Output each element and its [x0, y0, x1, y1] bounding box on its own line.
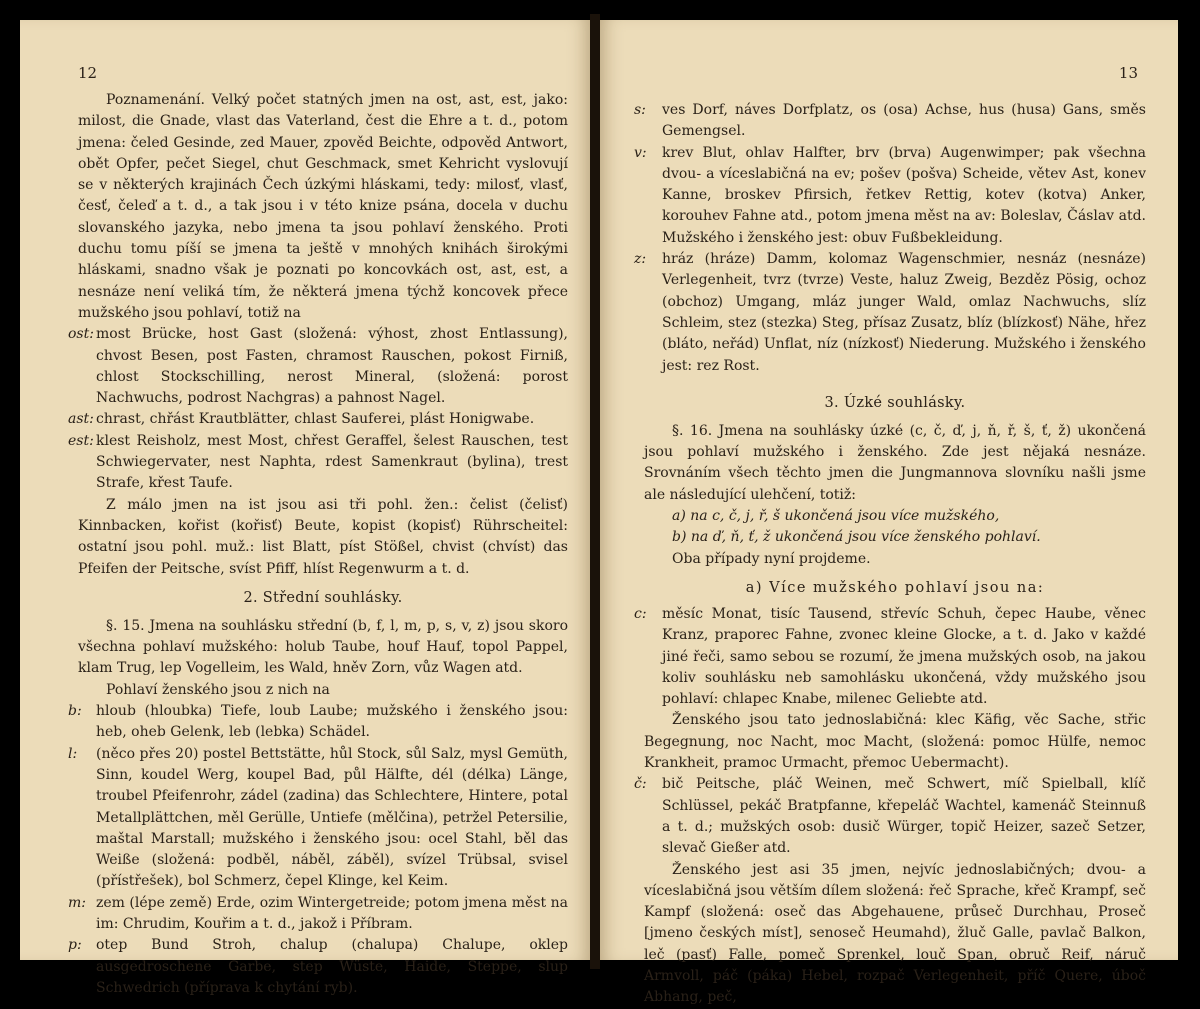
left-page — [20, 20, 590, 996]
entry-p: p: otep Bund Stroh, chalup (chalupa) Chalupe, oklep ausgedroschene Garbe, step Wüste, Haide, Steppe, slup Schwedrich (příprava k chytání ryb). — [68, 937, 568, 996]
page-number-left: 12 — [78, 64, 98, 82]
entry-v: v: krev Blut, ohlav Halfter, brv (brva) Augenwimper; pak všechna dvou- a víceslabičná na ev; pošev (pošva) Scheide, větev Ast, konev Kanne, broskev Pfirsich, řetkev Rettig, kotev (kotva) Anker, korouhev Fahne atd., potom jmena měst na av: Boleslav, Čáslav atd. Mužského i ženského jest: obuv Fußbekleidung. — [634, 144, 1146, 246]
entry-z: z: hráz (hráze) Damm, kolomaz Wagenschmier, nesnáz (nesnáze) Verlegenheit, tvrz (tvrze) Veste, haluz Zweig, Bezděz Pösig, ochoz (obchoz) Umgang, mláz junger Wald, omlaz Nachwuchs, slíz Schleim, stez (stezka) Steg, přísaz Zusatz, blíz (blízkosť) Nähe, hřez (bláto, neřád) Unflat, níz (nízkosť) Niederung. Mužského i ženského jest: rez Rost. — [634, 251, 1146, 374]
paragraph-16: §. 16. Jmena na souhlásky úzké (c, č, ď, j, ň, ř, š, ť, ž) ukončená jsou pohlaví mužského i ženského. Zde jest nějaká nesnáze. Srovnáním všech těchto jmen die Jungmannova slovníku našli jsme ale následující ulehčení, totiž: — [644, 422, 1146, 503]
entry-ost: ost: most Brücke, host Gast (složená: výhost, zhost Entlassung), chvost Besen, post Fasten, chramost Rauschen, pokost Firniß, chlost Stockschilling, nerost Mineral, (složená: porost Nachwuchs, podrost Nachgras) a pahnost Nagel. — [68, 326, 568, 407]
entries-ost-ast-est — [68, 324, 568, 494]
zenskeho-paragraph-2: Ženského jest asi 35 jmen, nejvíc jednoslabičných; dvou- a víceslabičná jsou větším dílem složená: řeč Sprache, křeč Krampf, seč Kampf (složená: oseč das Abgehauene, průseč Durchhau, Proseč [jmeno českých míst], senoseč Heumahd), žluč Galle, pavlač Balkon, leč (pasť) Falle, pomeč Sprenkel, louč Span, obruč Reif, náruč Armvoll, páč (páka) Hebel, rozpač Verlegenheit, příč Quere, úboč Abhang, peč, — [644, 861, 1146, 1006]
entry-c-caron: č: bič Peitsche, pláč Weinen, meč Schwert, míč Spielball, klíč Schlüssel, pekáč Bratpfanne, křepeláč Wachtel, kamenáč Steinnuß a t. d.; mužských osob: dusič Würger, topič Heizer, sazeč Setzer, slevač Gießer atd. — [634, 776, 1146, 857]
oba-pripady-line: Oba případy nyní projdeme. — [672, 550, 871, 567]
section-heading-stredni: 2. Střední souhlásky. — [243, 589, 403, 606]
entry-ast: ast: chrast, chřást Krautblätter, chlast Sauferei, plást Honigwabe. — [68, 411, 535, 428]
book-gutter — [590, 14, 600, 969]
list-item-b: b) na ď, ň, ť, ž ukončená jsou více ženského pohlaví. — [672, 529, 1041, 546]
zenskeho-paragraph-1: Ženského jsou tato jednoslabičná: klec Käfig, věc Sache, střic Begegnung, noc Nacht, moc Macht, (složená: pomoc Hülfe, nemoc Krankheit, pramoc Urmacht, přemoc Uebermacht). — [644, 712, 1146, 772]
entries-stredni — [68, 701, 568, 999]
z-malo-paragraph: Z málo jmen na ist jsou asi tři pohl. žen.: čelist (čelisť) Kinnbacken, kořist (kořisť) Beute, kopist (kopisť) Rührscheitel: ostatní jsou pohl. muž.: list Blatt, píst Stößel, chvist (chvíst) das Pfeifen der Peitsche, svíst Pfiff, hlíst Regenwurm a t. d. — [78, 496, 568, 577]
poznamenani-paragraph: Poznamenání. Velký počet statných jmen na ost, ast, est, jako: milost, die Gnade, vlast das Vaterland, čest die Ehre a t. d., potom jmena: čeled Gesinde, zed Mauer, zpověd Beichte, odpověd Antwort, obět Opfer, pečet Siegel, chut Geschmack, smet Kehricht vyslovují se v některých krajinách Čech úzkými hláskami, tedy: milosť, vlasť, česť, čeleď a t. d., a tak jsou i v této knize psána, docela v duchu slovanského jazyka, nebo jmena ta jsou pohlaví ženského. Proti duchu tomu píší se jmena ta ještě v mnohých knihách širokými hláskami, snadno však je poznati po koncovkách ost, ast, est, a nesnáze není veliká tím, že některá jmena týchž koncovek přece mužského jsou pohlaví, totiž na — [78, 92, 568, 321]
entry-s: s: ves Dorf, náves Dorfplatz, os (osa) Achse, hus (husa) Gans, směs Gemengsel. — [634, 102, 1146, 140]
entries-s-v-z — [634, 100, 1146, 377]
entry-l: l: (něco přes 20) postel Bettstätte, hůl Stock, sůl Salz, mysl Gemüth, Sinn, koudel Werg, koupel Bad, půl Hälfte, dél (délka) Länge, troubel Pfeifenrohr, zádel (zadina) das Schlechtere, Hintere, potal Metallplättchen, měl Gerülle, Untiefe (mělčina), petržel Petersilie, maštal Marstall; mužského i ženského jsou: ocel Stahl, běl das Weiße (složená: podběl, náběl, záběl), svízel Trübsal, svisel (přístřešek), bol Schmerz, čepel Klinge, kel Keim. — [68, 745, 568, 890]
entry-est: est: klest Reisholz, mest Most, chřest Geraffel, šelest Rauschen, test Schwiegervater, nest Naphta, rdest Samenkraut (bylina), trest Strafe, křest Taufe. — [68, 432, 568, 492]
entry-m: m: zem (lépe země) Erde, ozim Wintergetreide; potom jmena měst na im: Chrudim, Kouřim a t. d., jakož i Příbram. — [68, 894, 568, 932]
list-item-a: a) na c, č, j, ř, š ukončená jsou více mužského, — [672, 508, 1000, 525]
section-heading-uzke: 3. Úzké souhlásky. — [824, 394, 966, 411]
entry-c: c: měsíc Monat, tisíc Tausend, střevíc Schuh, čepec Haube, věnec Kranz, praporec Fahne, zvonec kleine Glocke, a t. d. Jako v každé jiné řeči, samo sebou se rozumí, že jmena mužských osob, na jakou koliv souhlásku neb samohlásku ukončená, vždy mužského jsou pohlaví: chlapec Knabe, milenec Geliebte atd. — [634, 605, 1146, 708]
page-number-right: 13 — [1118, 64, 1138, 82]
pohlavi-zenskeho-line: Pohlaví ženského jsou z nich na — [106, 681, 330, 698]
subheading-vice-muzskeho: a) Více mužského pohlaví jsou na: — [745, 579, 1045, 596]
entry-b: b: hloub (hloubka) Tiefe, loub Laube; mužského i ženského jsou: heb, oheb Gelenk, leb (lebka) Schädel. — [68, 703, 568, 741]
right-page — [600, 20, 1178, 1006]
paragraph-15: §. 15. Jmena na souhlásku střední (b, f, l, m, p, s, v, z) jsou skoro všechna pohlaví mužského: holub Taube, houf Hauf, topol Pappel, klam Trug, lep Vogelleim, les Wald, hněv Zorn, vůz Wagen atd. — [78, 617, 568, 677]
